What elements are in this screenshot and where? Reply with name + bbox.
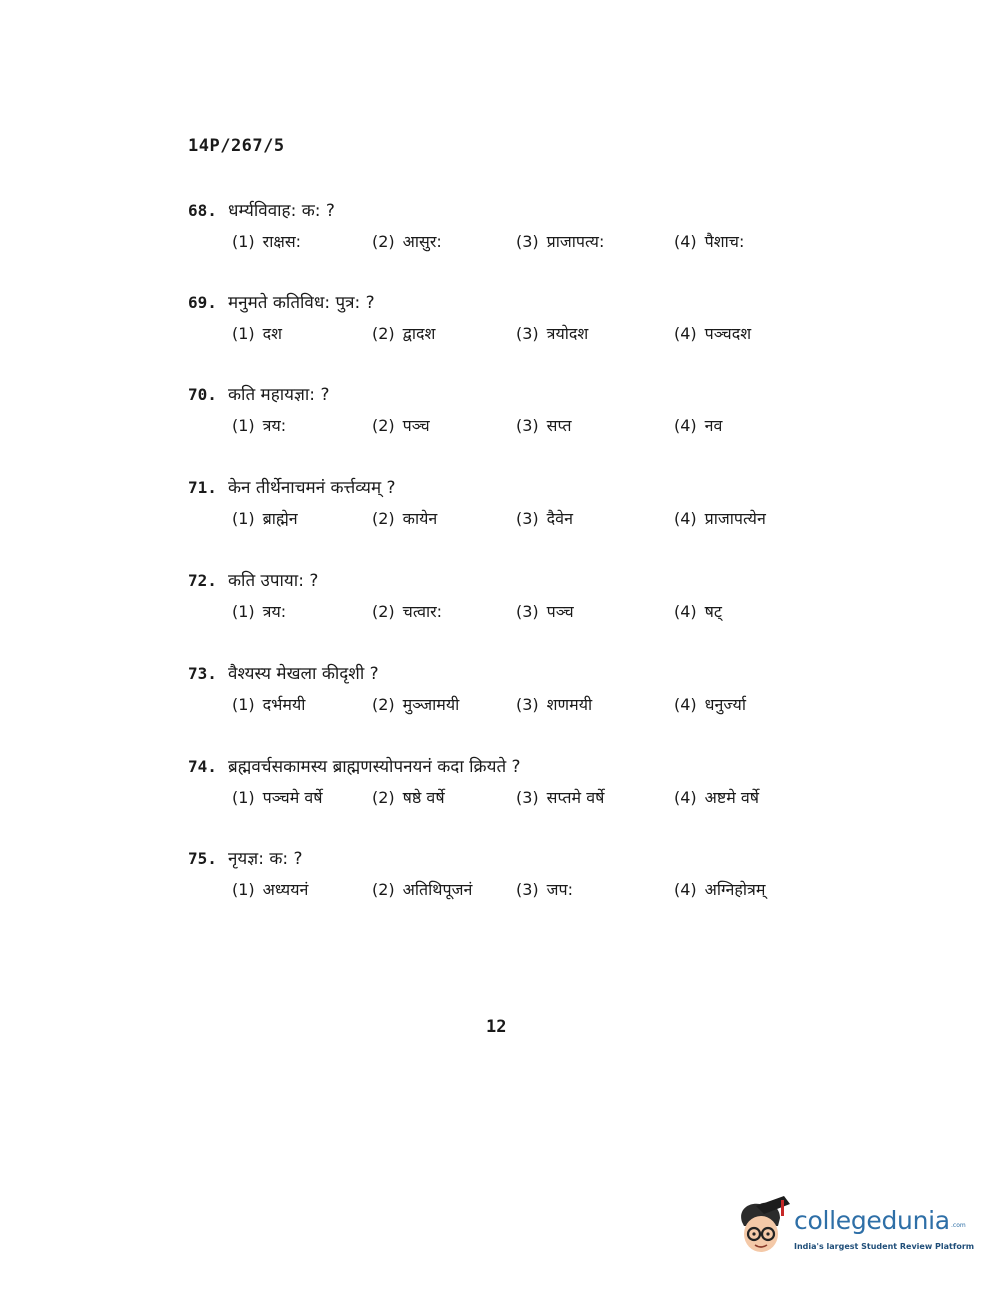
option-4 xyxy=(674,786,759,808)
question-number: 68. xyxy=(188,201,217,220)
question-text: कति उपाया: ? xyxy=(228,571,319,591)
question-number: 69. xyxy=(188,293,217,312)
option-text: ब्राह्मेन xyxy=(262,509,298,528)
option-2 xyxy=(372,600,442,622)
question-line xyxy=(188,661,379,684)
option-number: (2) xyxy=(372,509,395,528)
question-line xyxy=(188,754,521,777)
question-69 xyxy=(188,290,808,370)
option-text: पैशाच: xyxy=(704,232,745,251)
option-number: (2) xyxy=(372,416,395,435)
option-text: पञ्च xyxy=(546,602,574,621)
option-text: पञ्चदश xyxy=(704,324,752,343)
option-number: (2) xyxy=(372,880,395,899)
option-number: (4) xyxy=(674,788,697,807)
option-number: (3) xyxy=(516,416,539,435)
option-1 xyxy=(232,600,286,622)
question-number: 74. xyxy=(188,757,217,776)
option-3 xyxy=(516,600,574,622)
option-number: (4) xyxy=(674,416,697,435)
option-text: जप: xyxy=(546,880,574,899)
option-number: (3) xyxy=(516,509,539,528)
option-text: अष्टमे वर्षे xyxy=(704,788,760,807)
option-2 xyxy=(372,693,459,715)
question-number: 75. xyxy=(188,849,217,868)
option-1 xyxy=(232,414,286,436)
option-number: (3) xyxy=(516,788,539,807)
option-1 xyxy=(232,230,301,252)
option-number: (3) xyxy=(516,602,539,621)
question-text: धर्म्यविवाह: क: ? xyxy=(228,201,335,221)
option-3 xyxy=(516,414,572,436)
option-text: शणमयी xyxy=(546,695,593,714)
question-text: मनुमते कतिविध: पुत्र: ? xyxy=(228,293,375,313)
option-number: (1) xyxy=(232,232,255,251)
option-2 xyxy=(372,878,472,900)
option-2 xyxy=(372,414,430,436)
option-4 xyxy=(674,414,722,436)
option-text: दश xyxy=(262,324,283,343)
question-number: 72. xyxy=(188,571,217,590)
option-text: प्राजापत्येन xyxy=(704,509,766,528)
option-text: दर्भमयी xyxy=(262,695,306,714)
option-text: सप्त xyxy=(546,416,572,435)
question-text: नृयज्ञ: क: ? xyxy=(228,849,303,869)
option-number: (1) xyxy=(232,602,255,621)
option-3 xyxy=(516,230,604,252)
option-3 xyxy=(516,786,604,808)
option-text: त्रय: xyxy=(262,416,287,435)
option-4 xyxy=(674,600,722,622)
option-text: मुञ्जामयी xyxy=(402,695,460,714)
brand-suffix: .com xyxy=(951,1222,966,1229)
question-line xyxy=(188,382,329,405)
option-4 xyxy=(674,878,765,900)
option-number: (3) xyxy=(516,695,539,714)
option-text: धनुर्ज्या xyxy=(704,695,746,714)
page-number: 12 xyxy=(486,1017,507,1037)
question-72 xyxy=(188,568,808,648)
option-text: त्रयोदश xyxy=(546,324,589,343)
option-1 xyxy=(232,693,305,715)
collegedunia-watermark xyxy=(734,1196,975,1266)
question-68 xyxy=(188,198,808,278)
option-text: दैवेन xyxy=(546,509,573,528)
option-text: अध्ययनं xyxy=(262,880,309,899)
option-text: कायेन xyxy=(402,509,438,528)
option-text: पञ्चमे वर्षे xyxy=(262,788,323,807)
option-number: (1) xyxy=(232,324,255,343)
option-number: (2) xyxy=(372,324,395,343)
option-text: आसुर: xyxy=(402,232,442,251)
option-number: (2) xyxy=(372,788,395,807)
graduate-mascot-icon xyxy=(734,1196,790,1262)
brand-tagline: India's largest Student Review Platform xyxy=(794,1242,975,1251)
option-text: नव xyxy=(704,416,723,435)
option-number: (3) xyxy=(516,232,539,251)
question-75 xyxy=(188,846,808,926)
option-number: (3) xyxy=(516,324,539,343)
option-3 xyxy=(516,878,573,900)
option-text: सप्तमे वर्षे xyxy=(546,788,605,807)
option-4 xyxy=(674,230,744,252)
option-1 xyxy=(232,878,308,900)
question-70 xyxy=(188,382,808,462)
option-text: अतिथिपूजनं xyxy=(402,880,473,899)
option-text: द्वादश xyxy=(402,324,436,343)
option-3 xyxy=(516,693,592,715)
option-4 xyxy=(674,322,751,344)
option-4 xyxy=(674,693,746,715)
option-number: (4) xyxy=(674,324,697,343)
option-2 xyxy=(372,230,442,252)
question-line xyxy=(188,568,318,591)
option-number: (4) xyxy=(674,695,697,714)
question-text: कति महायज्ञा: ? xyxy=(228,385,330,405)
question-73 xyxy=(188,661,808,741)
option-text: षट् xyxy=(704,602,722,621)
option-number: (4) xyxy=(674,509,697,528)
option-number: (2) xyxy=(372,232,395,251)
question-text: ब्रह्मवर्चसकामस्य ब्राह्मणस्योपनयनं कदा क्रियते ? xyxy=(228,757,521,777)
question-text: वैश्यस्य मेखला कीदृशी ? xyxy=(228,664,379,684)
question-line xyxy=(188,846,303,869)
question-number: 73. xyxy=(188,664,217,683)
option-text: त्रय: xyxy=(262,602,287,621)
brand-name: collegedunia xyxy=(794,1206,950,1235)
option-2 xyxy=(372,507,437,529)
option-3 xyxy=(516,507,573,529)
option-3 xyxy=(516,322,588,344)
option-text: राक्षस: xyxy=(262,232,302,251)
option-text: षष्ठे वर्षे xyxy=(402,788,445,807)
question-74 xyxy=(188,754,808,834)
question-71 xyxy=(188,475,808,555)
option-2 xyxy=(372,322,435,344)
option-text: प्राजापत्य: xyxy=(546,232,605,251)
option-1 xyxy=(232,786,323,808)
question-line xyxy=(188,198,335,221)
option-text: अग्निहोत्रम् xyxy=(704,880,766,899)
option-number: (1) xyxy=(232,695,255,714)
question-number: 70. xyxy=(188,385,217,404)
question-number: 71. xyxy=(188,478,217,497)
option-number: (3) xyxy=(516,880,539,899)
option-1 xyxy=(232,322,282,344)
option-number: (2) xyxy=(372,602,395,621)
option-4 xyxy=(674,507,766,529)
option-number: (2) xyxy=(372,695,395,714)
option-2 xyxy=(372,786,445,808)
option-1 xyxy=(232,507,298,529)
question-line xyxy=(188,475,396,498)
option-number: (1) xyxy=(232,788,255,807)
question-text: केन तीर्थेनाचमनं कर्त्तव्यम् ? xyxy=(228,478,396,498)
option-number: (1) xyxy=(232,509,255,528)
option-text: पञ्च xyxy=(402,416,430,435)
option-number: (1) xyxy=(232,416,255,435)
option-number: (4) xyxy=(674,602,697,621)
option-number: (4) xyxy=(674,232,697,251)
option-number: (1) xyxy=(232,880,255,899)
question-line xyxy=(188,290,375,313)
option-text: चत्वार: xyxy=(402,602,443,621)
option-number: (4) xyxy=(674,880,697,899)
page-code: 14P/267/5 xyxy=(188,136,285,156)
